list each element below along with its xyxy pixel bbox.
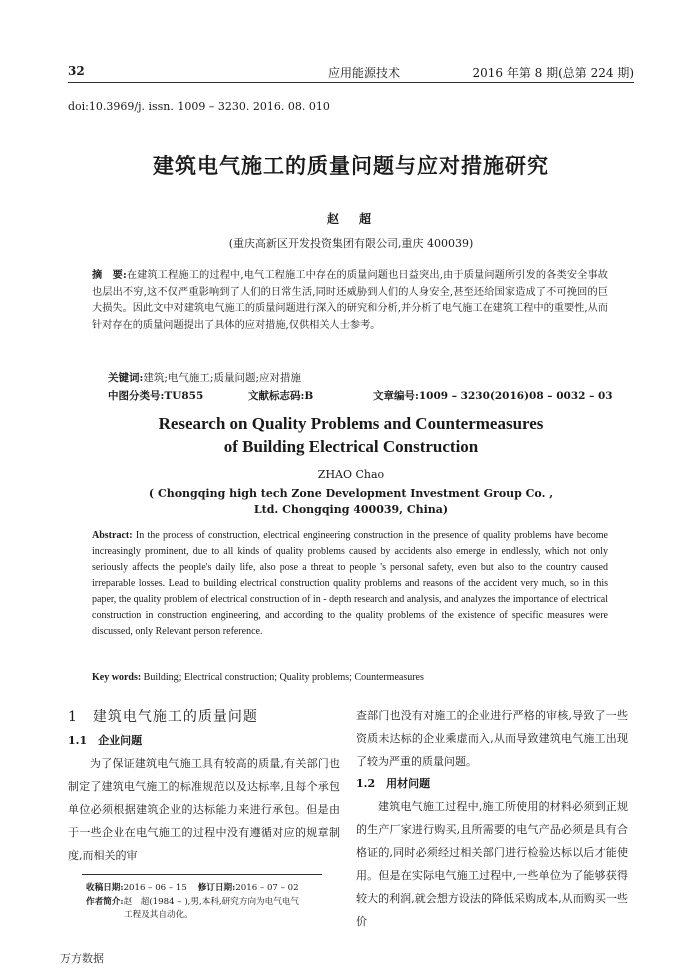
section-heading-1: 1 建筑电气施工的质量问题	[68, 709, 258, 725]
issue-info: 2016 年第 8 期(总第 224 期)	[472, 66, 634, 80]
author-name-en: ZHAO Chao	[317, 468, 385, 481]
abstract-en-label: Abstract:	[92, 530, 133, 541]
keywords-cn-text: 建筑;电气施工;质量问题;应对措施	[143, 372, 302, 384]
abstract-cn	[92, 267, 608, 334]
doi[interactable]: doi:10.3969/j. issn. 1009 – 3230. 2016. 08. 010	[68, 100, 330, 113]
footnote-dates	[86, 882, 322, 896]
left-column	[68, 704, 340, 867]
keywords-en-text: Building; Electrical construction; Quality problems; Countermeasures	[143, 672, 424, 683]
title-en-line1: Research on Quality Problems and Countermeasures	[158, 414, 544, 433]
subsection-heading-1-2: 1.2 用材问题	[356, 777, 431, 790]
affiliation: (重庆高新区开发投资集团有限公司,重庆 400039)	[228, 237, 474, 250]
body-paragraph: 查部门也没有对施工的企业进行严格的审核,导致了一些资质未达标的企业乘虚而入,从而导致建筑电气施工出现了较为严重的质量问题。	[356, 709, 628, 768]
article-number: 文章编号:1009 – 3230(2016)08 – 0032 – 03	[373, 390, 613, 402]
document-code: 文献标志码:B	[248, 390, 314, 402]
right-column	[356, 704, 628, 933]
keywords-cn-label: 关键词:	[108, 372, 144, 384]
subsection-heading-1-1: 1.1 企业问题	[68, 734, 143, 747]
abstract-en-text: In the process of construction, electrical engineering construction in the presence of quality problems have become increasingly prominent, due to all kinds of quality problems caused by accidents also emerge in endlessly, which not only seriously affects the people's daily life, also pose a threat to people 's personal safety, even but also to the country caused irreparable losses. Lead to building electrical construction quality problems and reasons of the accident very much, so in this paper, the quality problem of electrical construction of in - depth research and analysis, and analyzes the importance of electrical construction in construction engineering, and according to the quality problems of the existence of specific measures were discussed, only Relevant person reference.	[92, 530, 608, 637]
author-bio-line1: 赵 超(1984 – ),男,本科,研究方向为电气电气	[123, 896, 300, 907]
author-bio-line2: 工程及其自动化。	[124, 910, 193, 920]
body-paragraph: 建筑电气施工过程中,施工所使用的材料必须到正规的生产厂家进行购买,且所需要的电气产品必须是具有合格证的,同时必须经过相关部门进行检验达标以后才能使用。但是在实际电气施工过程中,一些单位为了能够获得较大的利润,就会想方设法的降低采购成本,从而购买一些价	[356, 800, 628, 928]
keywords-en	[92, 672, 608, 683]
keywords-cn	[108, 370, 301, 385]
abstract-en	[92, 528, 608, 640]
revised-date: 2016 – 07 – 02	[235, 883, 299, 893]
journal-name: 应用能源技术	[328, 66, 401, 80]
author-bio-label: 作者简介:	[86, 896, 124, 907]
footnote-author	[86, 896, 322, 910]
body-paragraph: 为了保证建筑电气施工具有较高的质量,有关部门也制定了建筑电气施工的标准规范以及达标率,且每个承包单位必须根据建筑企业的达标能力来进行承包。但是由于一些企业在电气施工的过程中没有遵循对应的规章制度,而相关的审	[68, 757, 340, 862]
affiliation-en-line2: Ltd. Chongqing 400039, China)	[253, 503, 449, 516]
paper-title-en	[68, 412, 634, 458]
keywords-en-label: Key words:	[92, 672, 142, 683]
watermark: 万方数据	[60, 952, 104, 965]
footnote-rule	[82, 874, 322, 875]
clc-number: 中图分类号:TU855	[108, 390, 204, 402]
paper-title: 建筑电气施工的质量问题与应对措施研究	[153, 154, 549, 178]
footnote	[86, 882, 322, 923]
revised-label: 修订日期:	[197, 883, 236, 893]
received-label: 收稿日期:	[86, 883, 124, 893]
page-number: 32	[68, 64, 85, 78]
abstract-cn-label: 摘 要:	[92, 269, 127, 281]
received-date: 2016 – 06 – 15	[123, 883, 187, 893]
affiliation-en-line1: ( Chongqing high tech Zone Development Investment Group Co. ,	[148, 487, 554, 500]
title-en-line2: of Building Electrical Construction	[223, 437, 479, 456]
author-name: 赵 超	[326, 212, 375, 226]
running-header	[68, 60, 634, 84]
header-rule	[68, 82, 634, 83]
affiliation-en	[68, 486, 634, 518]
abstract-cn-text: 在建筑工程施工的过程中,电气工程施工中存在的质量问题也日益突出,由于质量问题所引发的各类安全事故也层出不穷,这不仅严重影响到了人们的日常生活,同时还威胁到人们的人身安全,甚至还给国家造成了不可挽回的巨大损失。因此文中对建筑电气施工的质量问题进行深入的研究和分析,并分析了电气施工在建筑工程中的重要性,从而针对存在的质量问题提出了具体的应对措施,仅供相关人士参考。	[92, 270, 608, 331]
